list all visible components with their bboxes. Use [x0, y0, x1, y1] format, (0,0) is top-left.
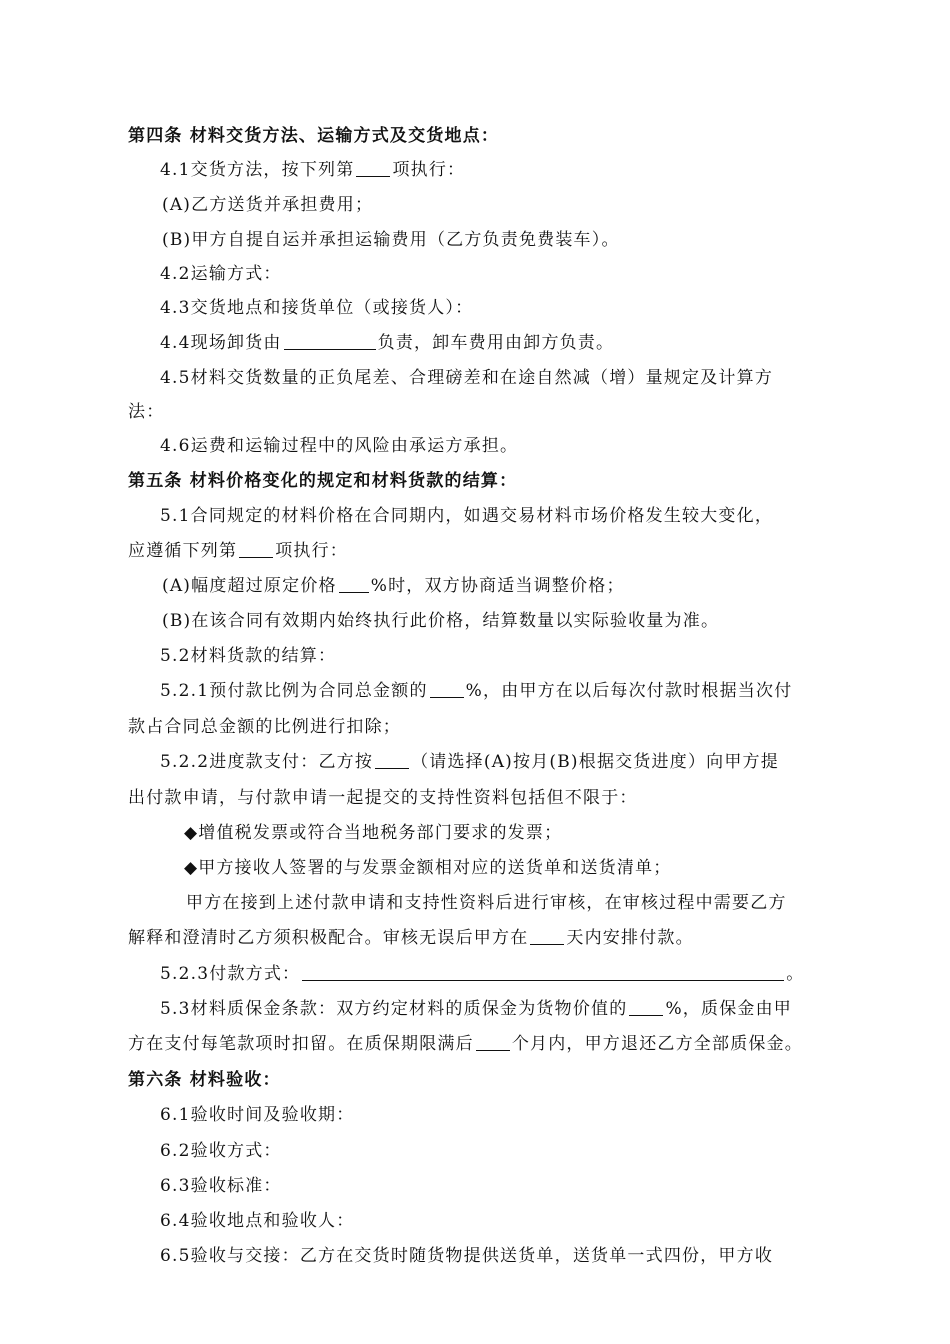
clause-6-1: 6.1验收时间及验收期：	[160, 1105, 355, 1125]
clause-4-5: 4.5材料交货数量的正负尾差、合理磅差和在途自然减（增）量规定及计算方	[160, 368, 774, 388]
fill-blank[interactable]	[284, 333, 376, 350]
clause-6-3: 6.3验收标准：	[160, 1176, 282, 1196]
clause-5-2: 5.2材料货款的结算：	[160, 646, 337, 666]
clause-4-1-text: 4.1交货方法，按下列第	[160, 160, 355, 180]
fill-blank[interactable]	[356, 160, 390, 177]
fill-blank[interactable]	[476, 1034, 510, 1051]
clause-6-5: 6.5验收与交接：乙方在交货时随货物提供送货单，送货单一式四份，甲方收	[160, 1246, 774, 1266]
review-paragraph-cont	[128, 926, 694, 950]
clause-4-4-text: 4.4现场卸货由	[160, 333, 282, 353]
fill-blank[interactable]	[239, 541, 273, 558]
clause-5-3-text: 5.3材料质保金条款：双方约定材料的质保金为货物价值的	[160, 999, 628, 1019]
option-a-text-end: %时，双方协商适当调整价格；	[370, 576, 625, 596]
section-4-heading: 第四条 材料交货方法、运输方式及交货地点：	[128, 126, 500, 146]
clause-5-2-3	[160, 962, 804, 986]
clause-4-1-option-a: (A)乙方送货并承担费用；	[162, 195, 374, 215]
clause-5-1-text: 应遵循下列第	[128, 541, 238, 561]
fill-blank[interactable]	[629, 999, 663, 1016]
clause-5-1-text-end: 项执行：	[275, 541, 349, 561]
clause-5-2-3-text-end: 。	[786, 964, 805, 984]
clause-4-1	[160, 158, 465, 182]
clause-5-2-2	[160, 750, 779, 774]
clause-4-4	[160, 331, 614, 355]
clause-6-2: 6.2验收方式：	[160, 1141, 282, 1161]
option-a-text: (A)幅度超过原定价格	[162, 576, 337, 596]
clause-5-3-cont-text: 方在支付每笔款项时扣留。在质保期限满后	[128, 1034, 474, 1054]
section-6-heading: 第六条 材料验收：	[128, 1070, 281, 1090]
clause-5-2-1-cont: 款占合同总金额的比例进行扣除；	[128, 717, 401, 737]
clause-4-2: 4.2运输方式：	[160, 264, 282, 284]
review-paragraph: 甲方在接到上述付款申请和支持性资料后进行审核，在审核过程中需要乙方	[186, 893, 787, 913]
clause-5-3-text-end: %，质保金由甲	[665, 999, 792, 1019]
clause-5-1: 5.1合同规定的材料价格在合同期内，如遇交易材料市场价格发生较大变化，	[160, 506, 774, 526]
clause-5-2-2-text-end: （请选择(A)按月(B)根据交货进度）向甲方提	[411, 752, 779, 772]
clause-5-1-option-b: (B)在该合同有效期内始终执行此价格，结算数量以实际验收量为准。	[162, 611, 720, 631]
clause-5-3	[160, 997, 792, 1021]
clause-4-4-text-end: 负责，卸车费用由卸方负责。	[377, 333, 615, 353]
clause-4-1-option-b: (B)甲方自提自运并承担运输费用（乙方负责免费装车）。	[162, 230, 620, 250]
clause-5-3-cont	[128, 1032, 803, 1056]
clause-4-1-text-end: 项执行：	[392, 160, 466, 180]
clause-5-1-cont	[128, 539, 348, 563]
bullet-item-delivery-note: ◆甲方接收人签署的与发票金额相对应的送货单和送货清单；	[184, 858, 672, 878]
fill-blank[interactable]	[530, 928, 564, 945]
clause-5-2-1-text: 5.2.1预付款比例为合同总金额的	[160, 681, 428, 701]
clause-5-2-3-text: 5.2.3付款方式：	[160, 964, 301, 984]
clause-4-3: 4.3交货地点和接货单位（或接货人）：	[160, 298, 474, 318]
clause-6-4: 6.4验收地点和验收人：	[160, 1211, 355, 1231]
fill-blank[interactable]	[375, 752, 409, 769]
clause-4-5-cont: 法：	[128, 402, 165, 422]
clause-5-2-2-cont: 出付款申请，与付款申请一起提交的支持性资料包括但不限于：	[128, 788, 638, 808]
clause-5-2-1-text-end: %，由甲方在以后每次付款时根据当次付	[465, 681, 793, 701]
fill-blank[interactable]	[302, 964, 784, 981]
clause-5-3-cont-text-end: 个月内，甲方退还乙方全部质保金。	[511, 1034, 804, 1054]
bullet-item-invoice: ◆增值税发票或符合当地税务部门要求的发票；	[184, 823, 563, 843]
clause-5-2-1	[160, 679, 792, 703]
clause-4-6: 4.6运费和运输过程中的风险由承运方承担。	[160, 436, 519, 456]
review-text: 解释和澄清时乙方须积极配合。审核无误后甲方在	[128, 928, 529, 948]
section-5-heading: 第五条 材料价格变化的规定和材料货款的结算：	[128, 471, 518, 491]
fill-blank[interactable]	[339, 576, 369, 593]
clause-5-1-option-a	[162, 574, 625, 598]
clause-5-2-2-text: 5.2.2进度款支付：乙方按	[160, 752, 374, 772]
fill-blank[interactable]	[430, 681, 464, 698]
review-text-end: 天内安排付款。	[566, 928, 694, 948]
